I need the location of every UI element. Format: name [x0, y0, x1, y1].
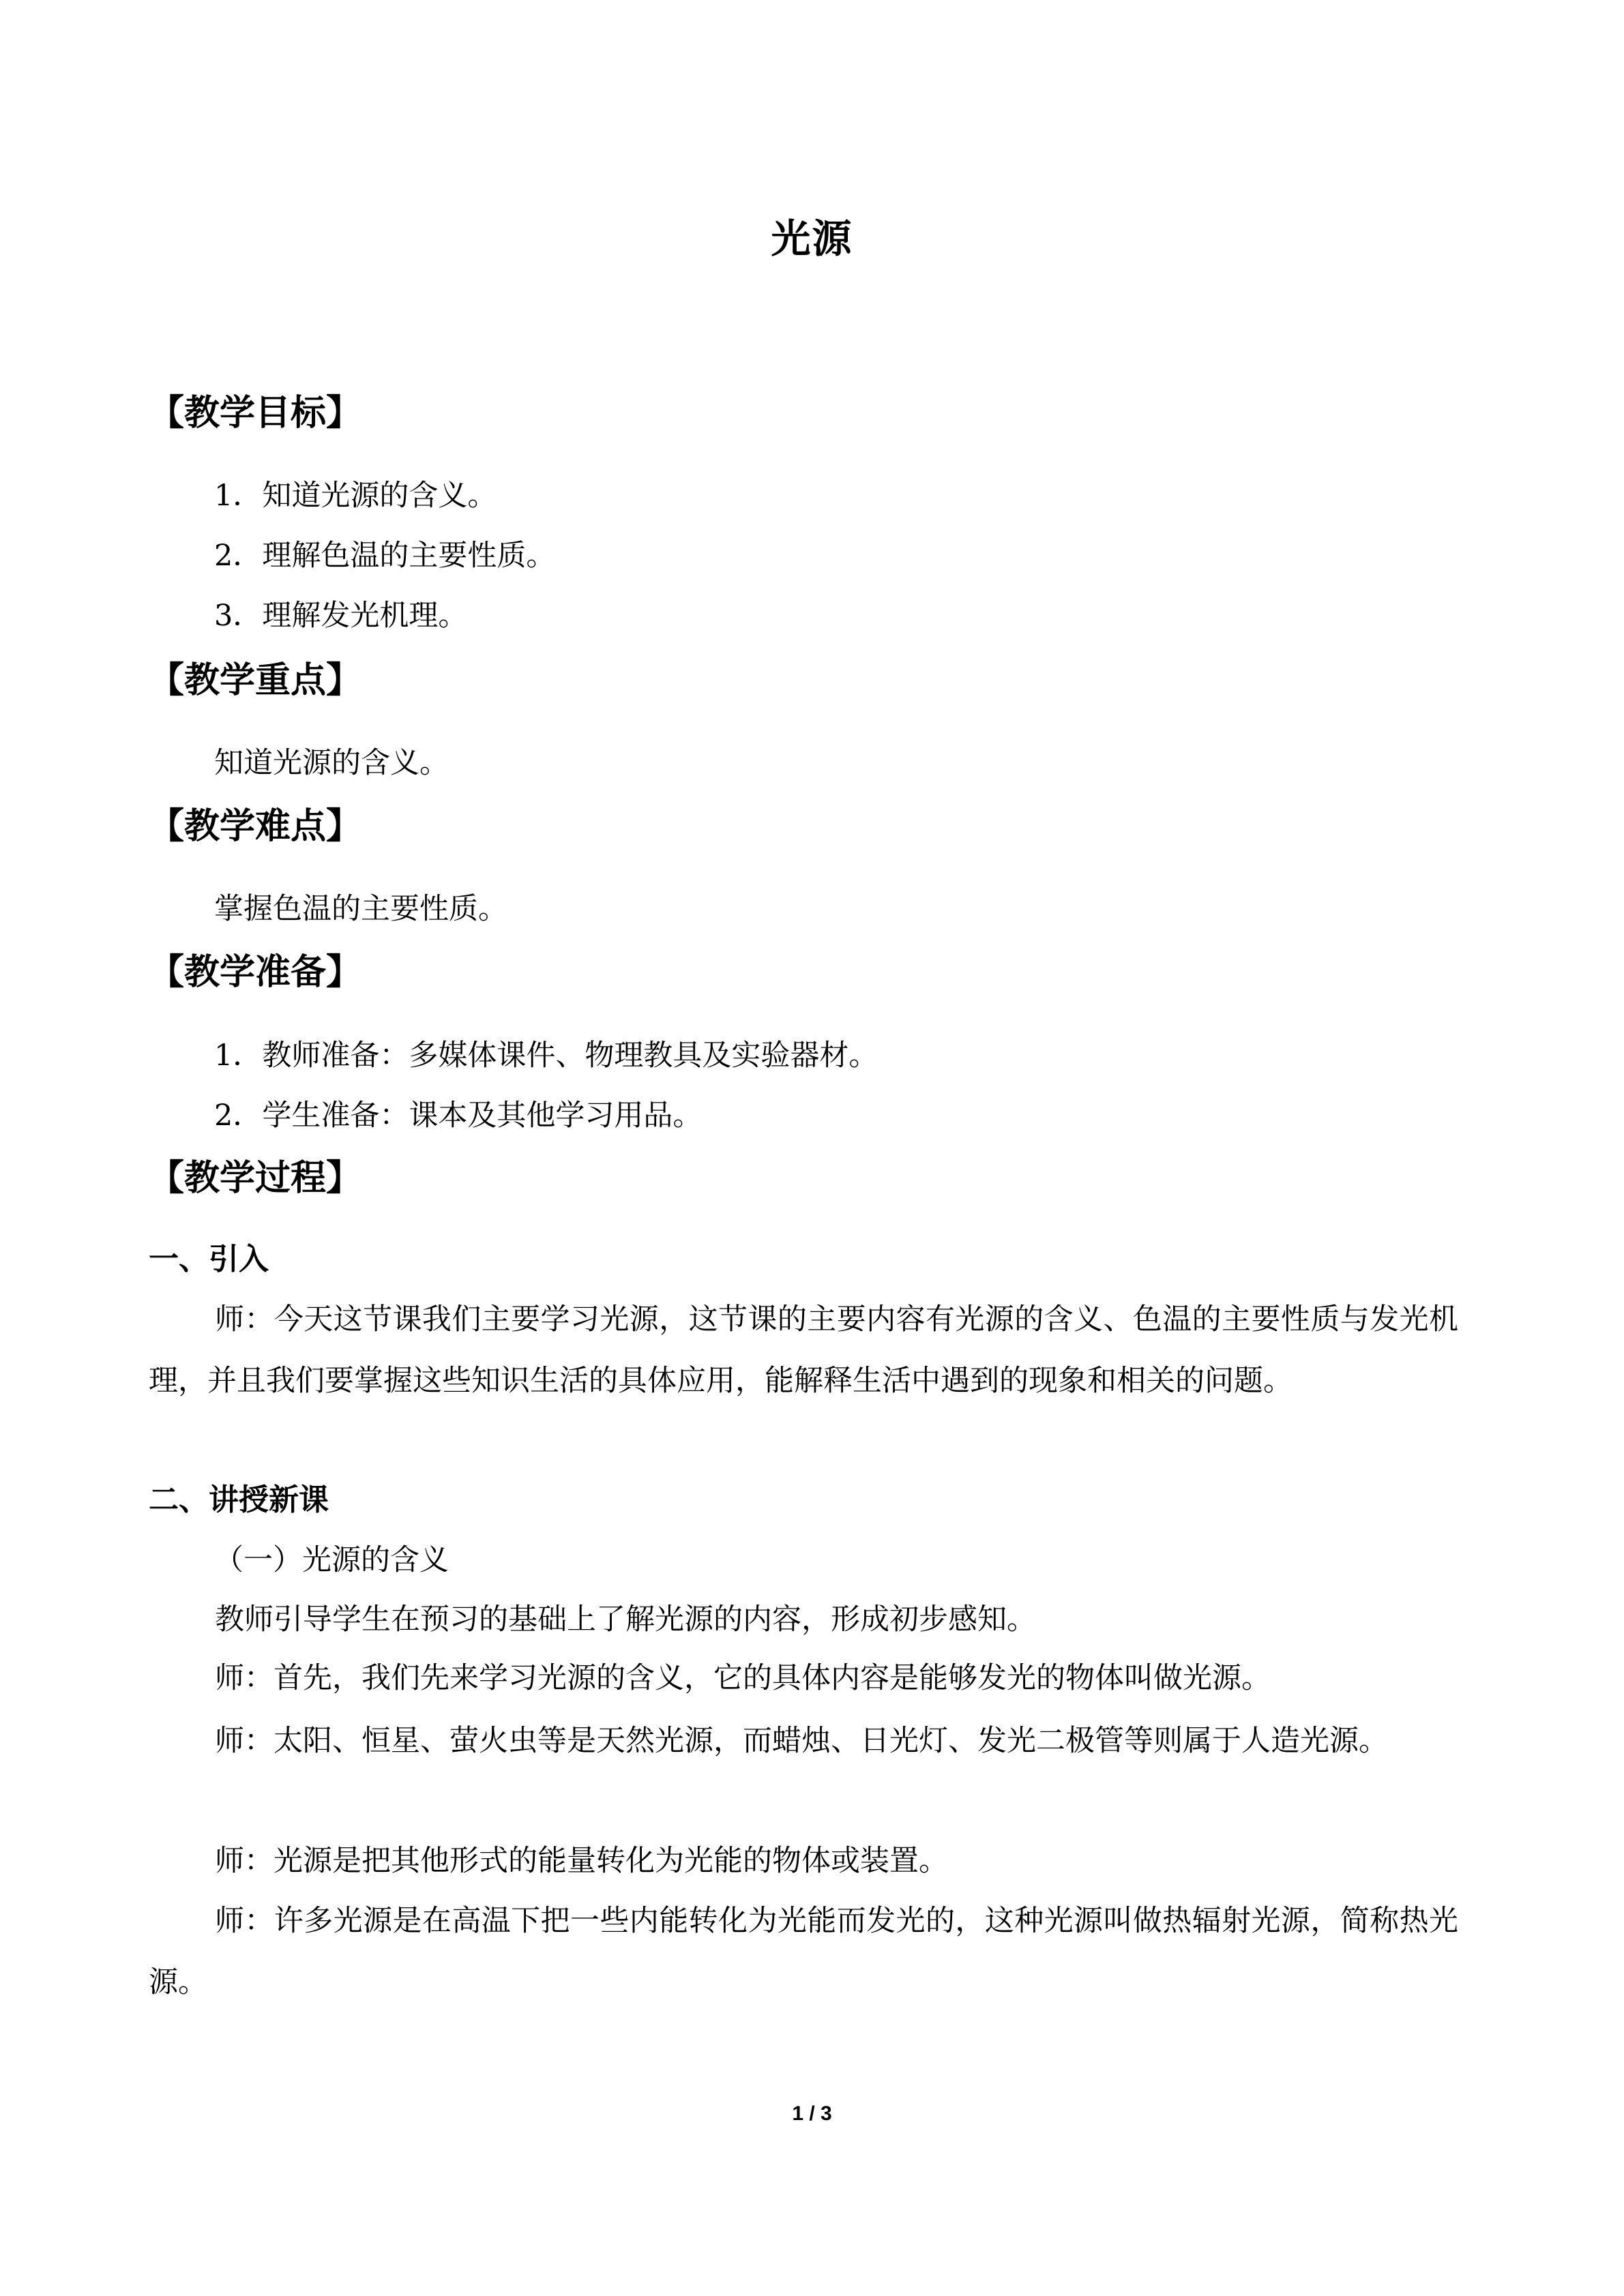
lesson-paragraph: 师：许多光源是在高温下把一些内能转化为光能而发光的，这种光源叫做热辐射光源，简称热光源。 — [149, 1904, 1458, 1999]
intro-heading: 一、引入 — [149, 1242, 269, 1277]
lesson-paragraph: 师：光源是把其他形式的能量转化为光能的物体或装置。 — [215, 1844, 948, 1878]
lesson-paragraph: 师：太阳、恒星、萤火虫等是天然光源，而蜡烛、日光灯、发光二极管等则属于人造光源。 — [215, 1724, 1388, 1758]
difficulties-text: 掌握色温的主要性质。 — [214, 892, 507, 926]
objective-item: 2．理解色温的主要性质。 — [214, 539, 556, 573]
section-heading-key-points: 【教学重点】 — [149, 660, 362, 701]
objective-item: 1．知道光源的含义。 — [214, 479, 497, 513]
lesson-paragraph: 师：首先，我们先来学习光源的含义，它的具体内容是能够发光的物体叫做光源。 — [215, 1661, 1271, 1695]
lesson-paragraph: 教师引导学生在预习的基础上了解光源的内容，形成初步感知。 — [215, 1602, 1036, 1637]
preparation-item: 2．学生准备：课本及其他学习用品。 — [214, 1099, 703, 1133]
section-heading-difficulties: 【教学难点】 — [149, 806, 362, 847]
page-number: 1 / 3 — [792, 2102, 832, 2125]
section-heading-process: 【教学过程】 — [149, 1158, 362, 1199]
section-heading-preparation: 【教学准备】 — [149, 952, 362, 993]
intro-paragraph: 师：今天这节课我们主要学习光源，这节课的主要内容有光源的含义、色温的主要性质与发光机理，并且我们要掌握这些知识生活的具体应用，能解释生活中遇到的现象和相关的问题。 — [149, 1302, 1458, 1398]
key-points-text: 知道光源的含义。 — [214, 746, 449, 780]
new-lesson-heading: 二、讲授新课 — [149, 1482, 329, 1517]
section-heading-objectives: 【教学目标】 — [149, 393, 362, 434]
objective-item: 3．理解发光机理。 — [214, 599, 468, 633]
page-title: 光源 — [771, 215, 853, 262]
new-lesson-subheading: （一）光源的含义 — [214, 1543, 449, 1577]
preparation-item: 1．教师准备：多媒体课件、物理教具及实验器材。 — [214, 1039, 879, 1073]
